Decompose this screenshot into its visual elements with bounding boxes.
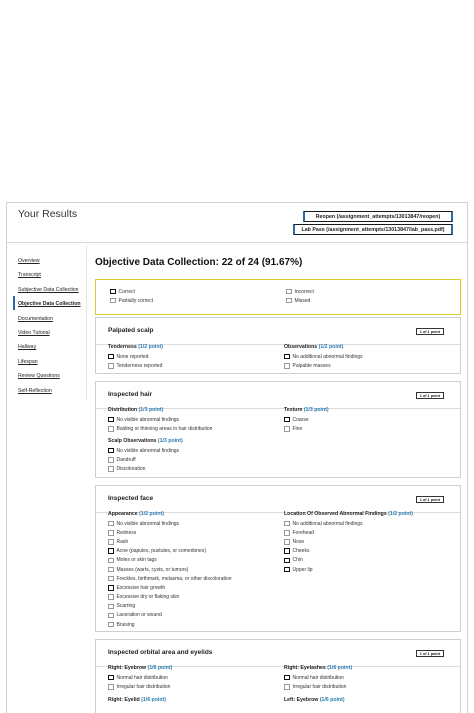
checkbox-checked <box>108 548 114 554</box>
checkbox <box>108 604 114 610</box>
field-label: Texture (1/3 point) <box>284 407 329 413</box>
checkbox <box>108 558 114 564</box>
sidebar-divider <box>86 245 87 400</box>
checkbox <box>108 457 114 463</box>
section-header <box>96 486 460 513</box>
legend-correct-box <box>110 289 116 295</box>
points-badge: 1 of 1 point <box>416 650 444 657</box>
points-badge: 1 of 1 point <box>416 328 444 335</box>
nav-item-self-reflection[interactable]: Self-Reflection <box>18 387 52 394</box>
checkbox <box>108 684 114 690</box>
field-observations <box>284 343 454 370</box>
field-right-eyelid <box>108 696 278 705</box>
option: Excessive dry or flaking skin <box>108 593 278 602</box>
section-title: Inspected orbital area and eyelids <box>108 649 213 656</box>
option: Normal hair distribution <box>108 673 278 682</box>
section-heading: Objective Data Collection: 22 of 24 (91.67%) <box>95 257 303 268</box>
checkbox-checked <box>284 558 290 564</box>
option: Irregular hair distribution <box>108 682 278 691</box>
option: Rash <box>108 537 278 546</box>
checkbox <box>108 567 114 573</box>
checkbox <box>284 684 290 690</box>
checkbox <box>108 539 114 545</box>
checkbox <box>108 594 114 600</box>
field-tenderness <box>108 343 278 370</box>
field-label: Location Of Observed Abnormal Findings (1/2 point) <box>284 511 413 517</box>
legend-incorrect <box>286 287 314 296</box>
legend-correct-label: Correct <box>118 288 135 295</box>
option: Discoloration <box>108 464 278 473</box>
field-left-eyebrow <box>284 696 454 705</box>
option: Redness <box>108 528 278 537</box>
field-label: Tenderness (1/2 point) <box>108 344 163 350</box>
legend-partially-label: Partially correct <box>118 297 153 304</box>
field-location-of-findings <box>284 510 454 574</box>
page-title: Your Results <box>18 208 78 220</box>
option: Masses (warts, cysts, or tumors) <box>108 565 278 574</box>
nav-item-video-tutorial[interactable]: Video Tutorial <box>18 329 50 336</box>
points-badge: 1 of 1 point <box>416 392 444 399</box>
checkbox-checked <box>108 448 114 454</box>
option: Bruising <box>108 620 278 629</box>
option: Freckles, birthmark, melasma, or other discoloration <box>108 574 278 583</box>
checkbox-checked <box>284 675 290 681</box>
option: Fine <box>284 424 454 433</box>
option: Acne (papules, pustules, or comedones) <box>108 547 278 556</box>
checkbox <box>108 622 114 628</box>
checkbox <box>108 363 114 369</box>
nav-item-overview[interactable]: Overview <box>18 258 40 264</box>
legend-missed-box <box>286 298 292 304</box>
legend-incorrect-label: Incorrect <box>294 288 314 295</box>
option: Upper lip <box>284 565 454 574</box>
section-title: Inspected face <box>108 495 154 502</box>
checkbox <box>108 530 114 536</box>
points-badge: 1 of 1 point <box>416 496 444 503</box>
option: No visible abnormal findings <box>108 519 278 528</box>
field-label: Observations (1/2 point) <box>284 344 344 350</box>
option: Normal hair distribution <box>284 673 454 682</box>
option: Chin <box>284 556 454 565</box>
section-title: Palpated scalp <box>108 327 154 334</box>
checkbox-checked <box>284 354 290 360</box>
field-texture <box>284 406 454 433</box>
section-inspected-face <box>95 485 461 632</box>
legend-incorrect-box <box>286 289 292 295</box>
checkbox <box>284 530 290 536</box>
reopen-button[interactable]: Reopen (/assignment_attempts/13013847/reopen) <box>303 211 453 222</box>
sidebar-nav <box>18 256 86 400</box>
checkbox-checked <box>108 585 114 591</box>
option: Balding or thinning areas in hair distribution <box>108 424 278 433</box>
section-header <box>96 382 460 409</box>
nav-item-review-questions[interactable]: Review Questions <box>18 373 60 380</box>
option: None reported <box>108 352 278 361</box>
section-inspected-orbital-area <box>95 639 461 713</box>
option: Tenderness reported <box>108 361 278 370</box>
checkbox-checked <box>108 675 114 681</box>
checkbox-checked <box>284 548 290 554</box>
field-appearance <box>108 510 278 629</box>
checkbox <box>108 521 114 527</box>
nav-item-objective-data-collection[interactable]: Objective Data Collection <box>18 301 81 308</box>
option: Coarse <box>284 415 454 424</box>
section-header <box>96 640 460 667</box>
checkbox <box>108 426 114 432</box>
header-divider <box>7 242 467 243</box>
checkbox <box>108 466 114 472</box>
checkbox <box>108 576 114 582</box>
option: Excessive hair growth <box>108 583 278 592</box>
option: Forehead <box>284 528 454 537</box>
checkbox <box>108 613 114 619</box>
legend-partially-correct <box>110 296 153 305</box>
field-label: Appearance (1/2 point) <box>108 511 164 517</box>
checkbox <box>284 521 290 527</box>
checkbox <box>284 426 290 432</box>
option: No visible abnormal findings <box>108 446 278 455</box>
field-right-eyelashes <box>284 664 454 691</box>
option: No additional abnormal findings <box>284 352 454 361</box>
option: Scarring <box>108 602 278 611</box>
field-right-eyebrow <box>108 664 278 691</box>
lab-pass-button[interactable]: Lab Pass (/assignment_attempts/13013847/lab_pass.pdf) <box>293 224 453 235</box>
option: Irregular hair distribution <box>284 682 454 691</box>
nav-item-hallway[interactable]: Hallway <box>18 344 37 351</box>
checkbox-checked <box>108 417 114 423</box>
section-inspected-hair <box>95 381 461 478</box>
field-scalp-observations <box>108 437 278 474</box>
nav-item-subjective-data-collection[interactable]: Subjective Data Collection <box>18 286 79 293</box>
section-palpated-scalp <box>95 317 461 374</box>
field-label: Distribution (1/3 point) <box>108 407 164 413</box>
nav-item-transcript[interactable]: Transcript <box>18 272 41 279</box>
field-label: Left: Eyebrow (1/6 point) <box>284 697 345 703</box>
legend-correct <box>110 287 135 296</box>
option: Laceration or wound <box>108 611 278 620</box>
active-nav-indicator <box>13 296 15 310</box>
nav-item-lifespan[interactable]: Lifespan <box>18 358 38 365</box>
option: Dandruff <box>108 455 278 464</box>
option: Cheeks <box>284 547 454 556</box>
option: No additional abnormal findings <box>284 519 454 528</box>
field-label: Scalp Observations (1/3 point) <box>108 438 183 444</box>
nav-item-documentation[interactable]: Documentation <box>18 315 53 322</box>
option: Palpable masses <box>284 361 454 370</box>
checkbox <box>284 539 290 545</box>
field-label: Right: Eyelid (1/6 point) <box>108 697 166 703</box>
checkbox-checked <box>284 417 290 423</box>
results-legend <box>95 279 461 315</box>
checkbox-checked <box>108 354 114 360</box>
option: No visible abnormal findings <box>108 415 278 424</box>
field-label: Right: Eyelashes (1/6 point) <box>284 665 353 671</box>
legend-partially-box <box>110 298 116 304</box>
checkbox-checked <box>284 567 290 573</box>
field-label: Right: Eyebrow (1/6 point) <box>108 665 173 671</box>
section-title: Inspected hair <box>108 391 153 398</box>
option: Moles or skin tags <box>108 556 278 565</box>
field-distribution <box>108 406 278 433</box>
legend-missed <box>286 296 310 305</box>
section-header <box>96 318 460 345</box>
legend-missed-label: Missed <box>294 297 311 304</box>
option: Nose <box>284 537 454 546</box>
checkbox <box>284 363 290 369</box>
